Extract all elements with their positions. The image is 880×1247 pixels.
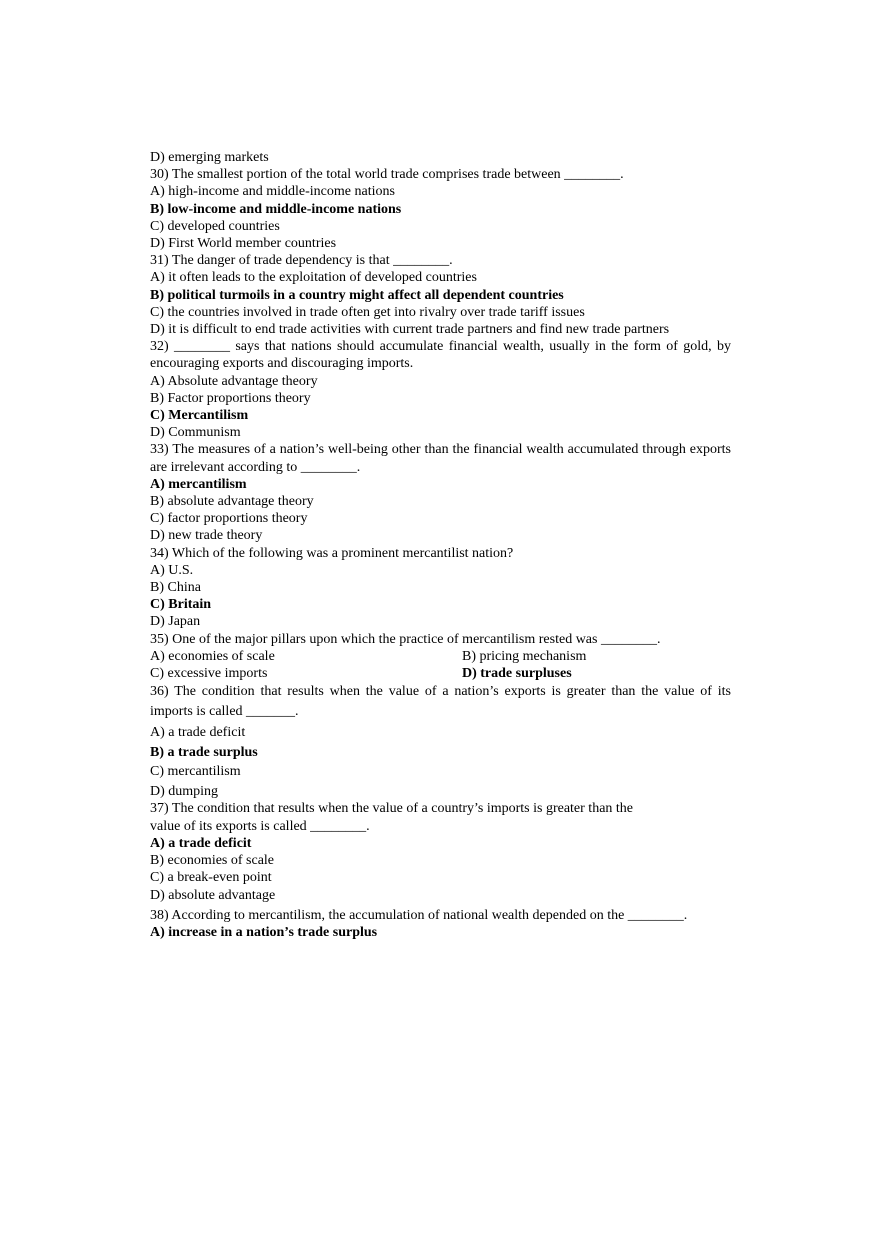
q30-question: 30) The smallest portion of the total world trade comprises trade between ________.: [150, 167, 624, 183]
q35-option-b: B) pricing mechanism: [462, 648, 587, 664]
q33-option-d: D) new trade theory: [150, 528, 263, 544]
q31-option-c: C) the countries involved in trade often get into rivalry over trade tariff issues: [150, 304, 585, 320]
q33-option-b: B) absolute advantage theory: [150, 494, 314, 510]
q35-option-a: A) economies of scale: [150, 648, 275, 664]
q31-option-b-answer: B) political turmoils in a country might affect all dependent countries: [150, 287, 564, 303]
q30-option-a: A) high-income and middle-income nations: [150, 184, 395, 200]
q36-option-a: A) a trade deficit: [150, 724, 246, 740]
q32-option-d: D) Communism: [150, 425, 241, 441]
q37-question-line-1: 37) The condition that results when the value of a country’s imports is greater than the: [150, 801, 634, 817]
q30-option-b-answer: B) low-income and middle-income nations: [150, 201, 402, 217]
q29-option-d: D) emerging markets: [150, 150, 269, 165]
q37-question-line-2: value of its exports is called ________.: [150, 818, 370, 834]
q34-option-d: D) Japan: [150, 614, 201, 630]
q34-option-b: B) China: [150, 580, 201, 596]
q34-option-a: A) U.S.: [150, 562, 194, 578]
q33-option-c: C) factor proportions theory: [150, 511, 308, 527]
q35-options-row-2: [150, 665, 731, 682]
q32-option-b: B) Factor proportions theory: [150, 390, 311, 406]
q32-option-a: A) Absolute advantage theory: [150, 373, 318, 389]
q34-option-c-answer: C) Britain: [150, 597, 212, 613]
document-page: [150, 149, 731, 941]
q30-option-c: C) developed countries: [150, 218, 280, 234]
q32-question: 32) ________ says that nations should accumulate financial wealth, usually in the form of gold, by encouraging exports and discouraging imports.: [150, 339, 731, 372]
q30-option-d: D) First World member countries: [150, 236, 337, 252]
q31-option-a: A) it often leads to the exploitation of developed countries: [150, 270, 477, 286]
q36-option-d: D) dumping: [150, 784, 219, 800]
q36-option-b-answer: B) a trade surplus: [150, 744, 258, 760]
q36-option-c: C) mercantilism: [150, 764, 241, 780]
q32-option-c-answer: C) Mercantilism: [150, 408, 249, 424]
q35-options-row-1: [150, 648, 731, 665]
q36-question: 36) The condition that results when the value of a nation’s exports is greater than the value of its imports is called _______.: [150, 684, 731, 719]
q37-option-a-answer: A) a trade deficit: [150, 835, 252, 851]
q35-option-c: C) excessive imports: [150, 666, 268, 682]
q38-question: 38) According to mercantilism, the accumulation of national wealth depended on the ________.: [150, 907, 688, 923]
q38-option-a-answer: A) increase in a nation’s trade surplus: [150, 925, 378, 941]
q31-option-d: D) it is difficult to end trade activities with current trade partners and find new trade partners: [150, 322, 670, 338]
q35-question: 35) One of the major pillars upon which the practice of mercantilism rested was ________.: [150, 631, 661, 647]
q37-option-b: B) economies of scale: [150, 853, 275, 869]
q37-option-c: C) a break-even point: [150, 870, 272, 886]
q37-option-d: D) absolute advantage: [150, 887, 276, 903]
q33-question: 33) The measures of a nation’s well-being other than the financial wealth accumulated through exports are irrelevant according to ________.: [150, 442, 731, 475]
q31-question: 31) The danger of trade dependency is that ________.: [150, 253, 453, 269]
q35-option-d-answer: D) trade surpluses: [462, 666, 572, 682]
q33-option-a-answer: A) mercantilism: [150, 476, 247, 492]
q34-question: 34) Which of the following was a prominent mercantilist nation?: [150, 545, 514, 561]
